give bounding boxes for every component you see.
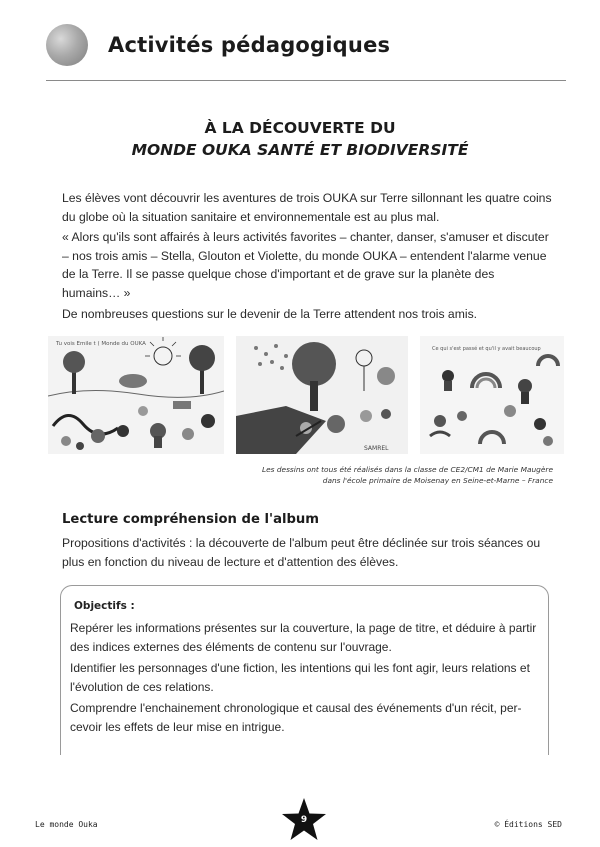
caption-line1: Les dessins ont tous été réalisés dans la classe de CE2/CM1 de Marie Maugère <box>261 465 553 474</box>
objective-item: Comprendre l'enchainement chronologique et causal des événements d'un récit, per- cevoir les effets de leur mise en intrigue. <box>70 701 522 734</box>
drawing-3-image <box>420 336 564 454</box>
page-header-title: Activités pédagogiques <box>108 33 391 57</box>
footer-publisher: © Éditions SED <box>494 820 562 829</box>
footer-book-title: Le monde Ouka <box>35 820 98 829</box>
page-number: 9 <box>300 815 308 825</box>
page-header <box>46 24 390 66</box>
intro-paragraph: De nombreuses questions sur le devenir de la Terre attendent nos trois amis. <box>62 306 478 321</box>
intro-paragraph: « Alors qu'ils sont affairés à leurs activités favorites – chanter, danser, s'amuser et discuter – nos trois amis – Stella, Glouton et Violette, du monde OUKA – entendent l'alarme venue de la Terre. Il se passe quelque chose d'important et de grave sur la planète des humains… » <box>62 230 549 300</box>
main-title-line2: MONDE OUKA SANTÉ ET BIODIVERSITÉ <box>131 141 469 159</box>
objective-item: Repérer les informations présentes sur la couverture, la page de titre, et déduire à partir des indices externes des éléments de contenu sur l'ouvrage. <box>70 621 537 654</box>
objectives-label: Objectifs : <box>74 600 135 612</box>
drawings-caption <box>133 465 553 486</box>
intro-paragraph: Les élèves vont découvrir les aventures de trois OUKA sur Terre sillonnant les quatre coins du globe où la situation sanitaire et environnementale est au plus mal. <box>62 191 552 224</box>
intro-text <box>62 189 552 325</box>
drawing-2-signature: SAMREL <box>364 445 389 452</box>
caption-line2: dans l'école primaire de Moisenay en Seine-et-Marne – France <box>322 475 553 485</box>
objective-item: Identifier les personnages d'une fiction, les intentions qui les font agir, leurs relations et l'évolution de ces relations. <box>70 661 530 694</box>
drawing-2-image <box>236 336 408 454</box>
main-title-line1: À LA DÉCOUVERTE DU <box>204 119 396 137</box>
drawing-3-caption: Ce qui s'est passé et qu'il y avait beaucoup <box>432 346 541 352</box>
drawing-1-image <box>48 336 224 454</box>
main-title <box>0 117 600 161</box>
header-divider <box>46 80 566 81</box>
header-disc-icon <box>46 24 88 66</box>
drawing-1-caption: Tu vois Emile t ( Monde du OUKA <box>56 341 146 347</box>
objectives-list <box>70 619 540 739</box>
section-text: Propositions d'activités : la découverte de l'album peut être déclinée sur trois séances ou plus en fonction du niveau de lecture et d'attention des élèves. <box>62 536 541 569</box>
section-title: Lecture compréhension de l'album <box>62 512 320 527</box>
